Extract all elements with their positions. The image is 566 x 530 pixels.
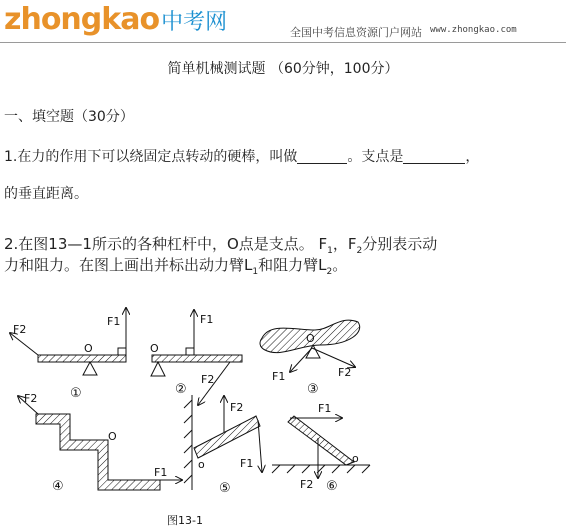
fig2-o-label: O [150, 342, 159, 355]
lever-3 [260, 320, 360, 397]
lever-2 [150, 310, 242, 405]
lever-1 [10, 308, 126, 401]
q2-text-1: 2.在图13—1所示的各种杠杆中，O点是支点。 F [4, 235, 328, 253]
fig6-f1-label: F1 [318, 402, 332, 415]
q2-text-4: 力和阻力。在图上画出并标出动力臂L [4, 256, 253, 274]
q2-text-6: 。 [332, 256, 348, 274]
q2-sub-4: 2 [326, 267, 333, 277]
fig3-f1-label: F1 [272, 370, 286, 383]
site-logo[interactable] [4, 2, 227, 37]
fig5-f1-label: F1 [240, 457, 254, 470]
q1-text-1: 1.在力的作用下可以绕固定点转动的硬棒，叫做 [4, 149, 298, 165]
fig5-o-label: o [198, 458, 205, 471]
q1-text-3: ， [465, 149, 480, 165]
lever-4 [18, 392, 182, 494]
site-header [0, 0, 566, 44]
fig1-f2-label: F2 [13, 323, 27, 336]
fig2-number: ② [175, 382, 187, 397]
question-1-line2: 的垂直距离。 [4, 186, 88, 202]
q2-sub-2: 2 [356, 246, 363, 256]
fig1-number: ① [70, 386, 82, 401]
q2-sub-3: 1 [252, 267, 259, 277]
lever-5 [184, 395, 262, 496]
header-divider [0, 42, 566, 43]
fig5-f2-label: F2 [230, 401, 244, 414]
fig2-f1-label: F1 [200, 313, 214, 326]
question-2-line2 [4, 254, 347, 277]
fig6-o-label: o [352, 452, 359, 465]
fig2-f2-label: F2 [201, 373, 215, 386]
q2-text-3: 分别表示动 [362, 235, 438, 253]
q2-text-2: ，F [332, 235, 357, 253]
fig5-number: ⑤ [219, 481, 231, 496]
fig4-number: ④ [52, 479, 64, 494]
lever-6 [272, 402, 370, 494]
site-slogan: 全国中考信息资源门户网站 [290, 26, 422, 39]
fig6-f2-label: F2 [300, 478, 314, 491]
page-title: 简单机械测试题 （60分钟，100分） [167, 61, 399, 77]
section-heading: 一、填空题（30分） [4, 109, 134, 125]
site-url[interactable]: www.zhongkao.com [430, 25, 517, 35]
fig3-o-label: O [306, 332, 315, 345]
logo-latin: zhongkao [4, 2, 160, 37]
question-1 [4, 146, 479, 166]
q1-text-2: 。支点是 [347, 149, 404, 165]
fig3-f2-label: F2 [338, 366, 352, 379]
q1-blank-1 [297, 149, 347, 164]
fig1-o-label: O [84, 342, 93, 355]
figure-caption: 图13-1 [167, 514, 203, 527]
q2-text-5: 和阻力臂L [258, 256, 327, 274]
q2-sub-1: 1 [327, 246, 333, 256]
logo-chinese: 中考网 [161, 10, 228, 35]
question-2-line1 [4, 233, 437, 256]
fig4-f1-label: F1 [154, 466, 168, 479]
fig4-o-label: O [108, 430, 117, 443]
fig3-number: ③ [307, 382, 319, 397]
q1-blank-2 [403, 149, 465, 164]
fig4-f2-label: F2 [24, 392, 38, 405]
fig6-number: ⑥ [326, 479, 338, 494]
fig1-f1-label: F1 [107, 315, 121, 328]
lever-figure [0, 290, 566, 530]
